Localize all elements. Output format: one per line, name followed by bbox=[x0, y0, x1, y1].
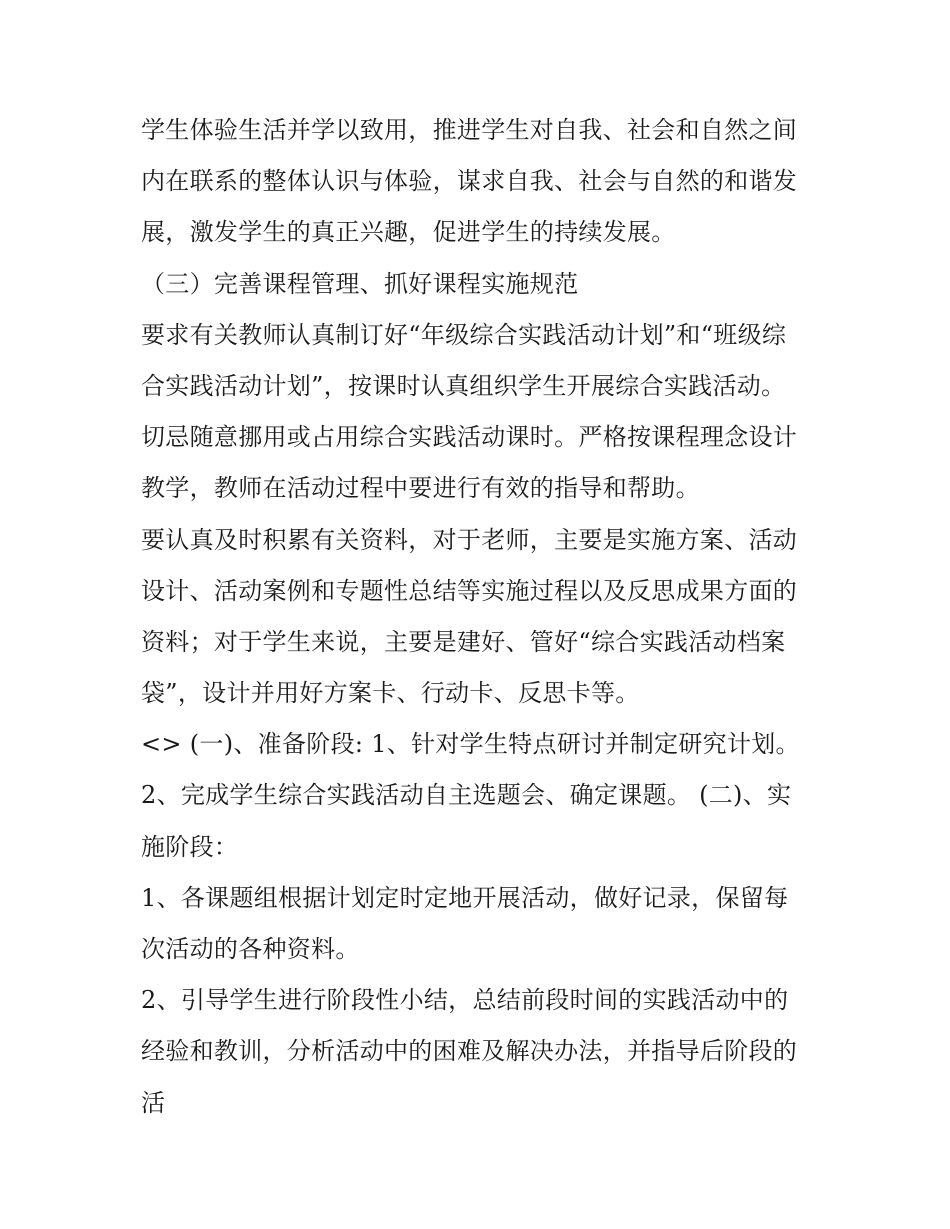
text-line-3: 展，激发学生的真正兴趣，促进学生的持续发展。 bbox=[141, 218, 676, 247]
text-line-18: 2、引导学生进行阶段性小结，总结前段时间的实践活动中的 bbox=[141, 986, 789, 1015]
text-line-14: 2、完成学生综合实践活动自主选题会、确定课题。 (二)、实 bbox=[141, 781, 792, 810]
document-body bbox=[141, 105, 821, 1129]
text-line-9: 要认真及时积累有关资料，对于老师，主要是实施方案、活动 bbox=[141, 525, 798, 554]
text-line-12: 袋”，设计并用好方案卡、行动卡、反思卡等。 bbox=[141, 679, 640, 708]
text-line-6: 合实践活动计划”，按课时认真组织学生开展综合实践活动。 bbox=[141, 371, 786, 400]
text-line-8: 教学，教师在活动过程中要进行有效的指导和帮助。 bbox=[141, 474, 700, 503]
section-heading: （三）完善课程管理、抓好课程实施规范 bbox=[141, 269, 579, 298]
text-line-17: 次活动的各种资料。 bbox=[141, 935, 360, 963]
text-line-2: 内在联系的整体认识与体验，谋求自我、社会与自然的和谐发 bbox=[141, 167, 798, 196]
text-line-7: 切忌随意挪用或占用综合实践活动课时。严格按课程理念设计 bbox=[141, 423, 798, 452]
text-line-10: 设计、活动案例和专题性总结等实施过程以及反思成果方面的 bbox=[141, 576, 798, 605]
text-line-15: 施阶段： bbox=[141, 832, 239, 861]
text-line-13: <> (一)、准备阶段: 1、针对学生特点研讨并制定研究计划。 bbox=[141, 730, 800, 759]
text-line-5: 要求有关教师认真制订好“年级综合实践活动计划”和“班级综 bbox=[141, 320, 787, 349]
text-line-1: 学生体验生活并学以致用，推进学生对自我、社会和自然之间 bbox=[141, 116, 798, 144]
text-line-11: 资料；对于学生来说，主要是建好、管好“综合实践活动档案 bbox=[141, 627, 786, 656]
text-line-16: 1、各课题组根据计划定时定地开展活动，做好记录，保留每 bbox=[141, 883, 789, 912]
text-line-19: 经验和教训，分析活动中的困难及解决办法，并指导后阶段的 bbox=[141, 1037, 798, 1066]
text-line-20: 活 bbox=[141, 1088, 166, 1117]
